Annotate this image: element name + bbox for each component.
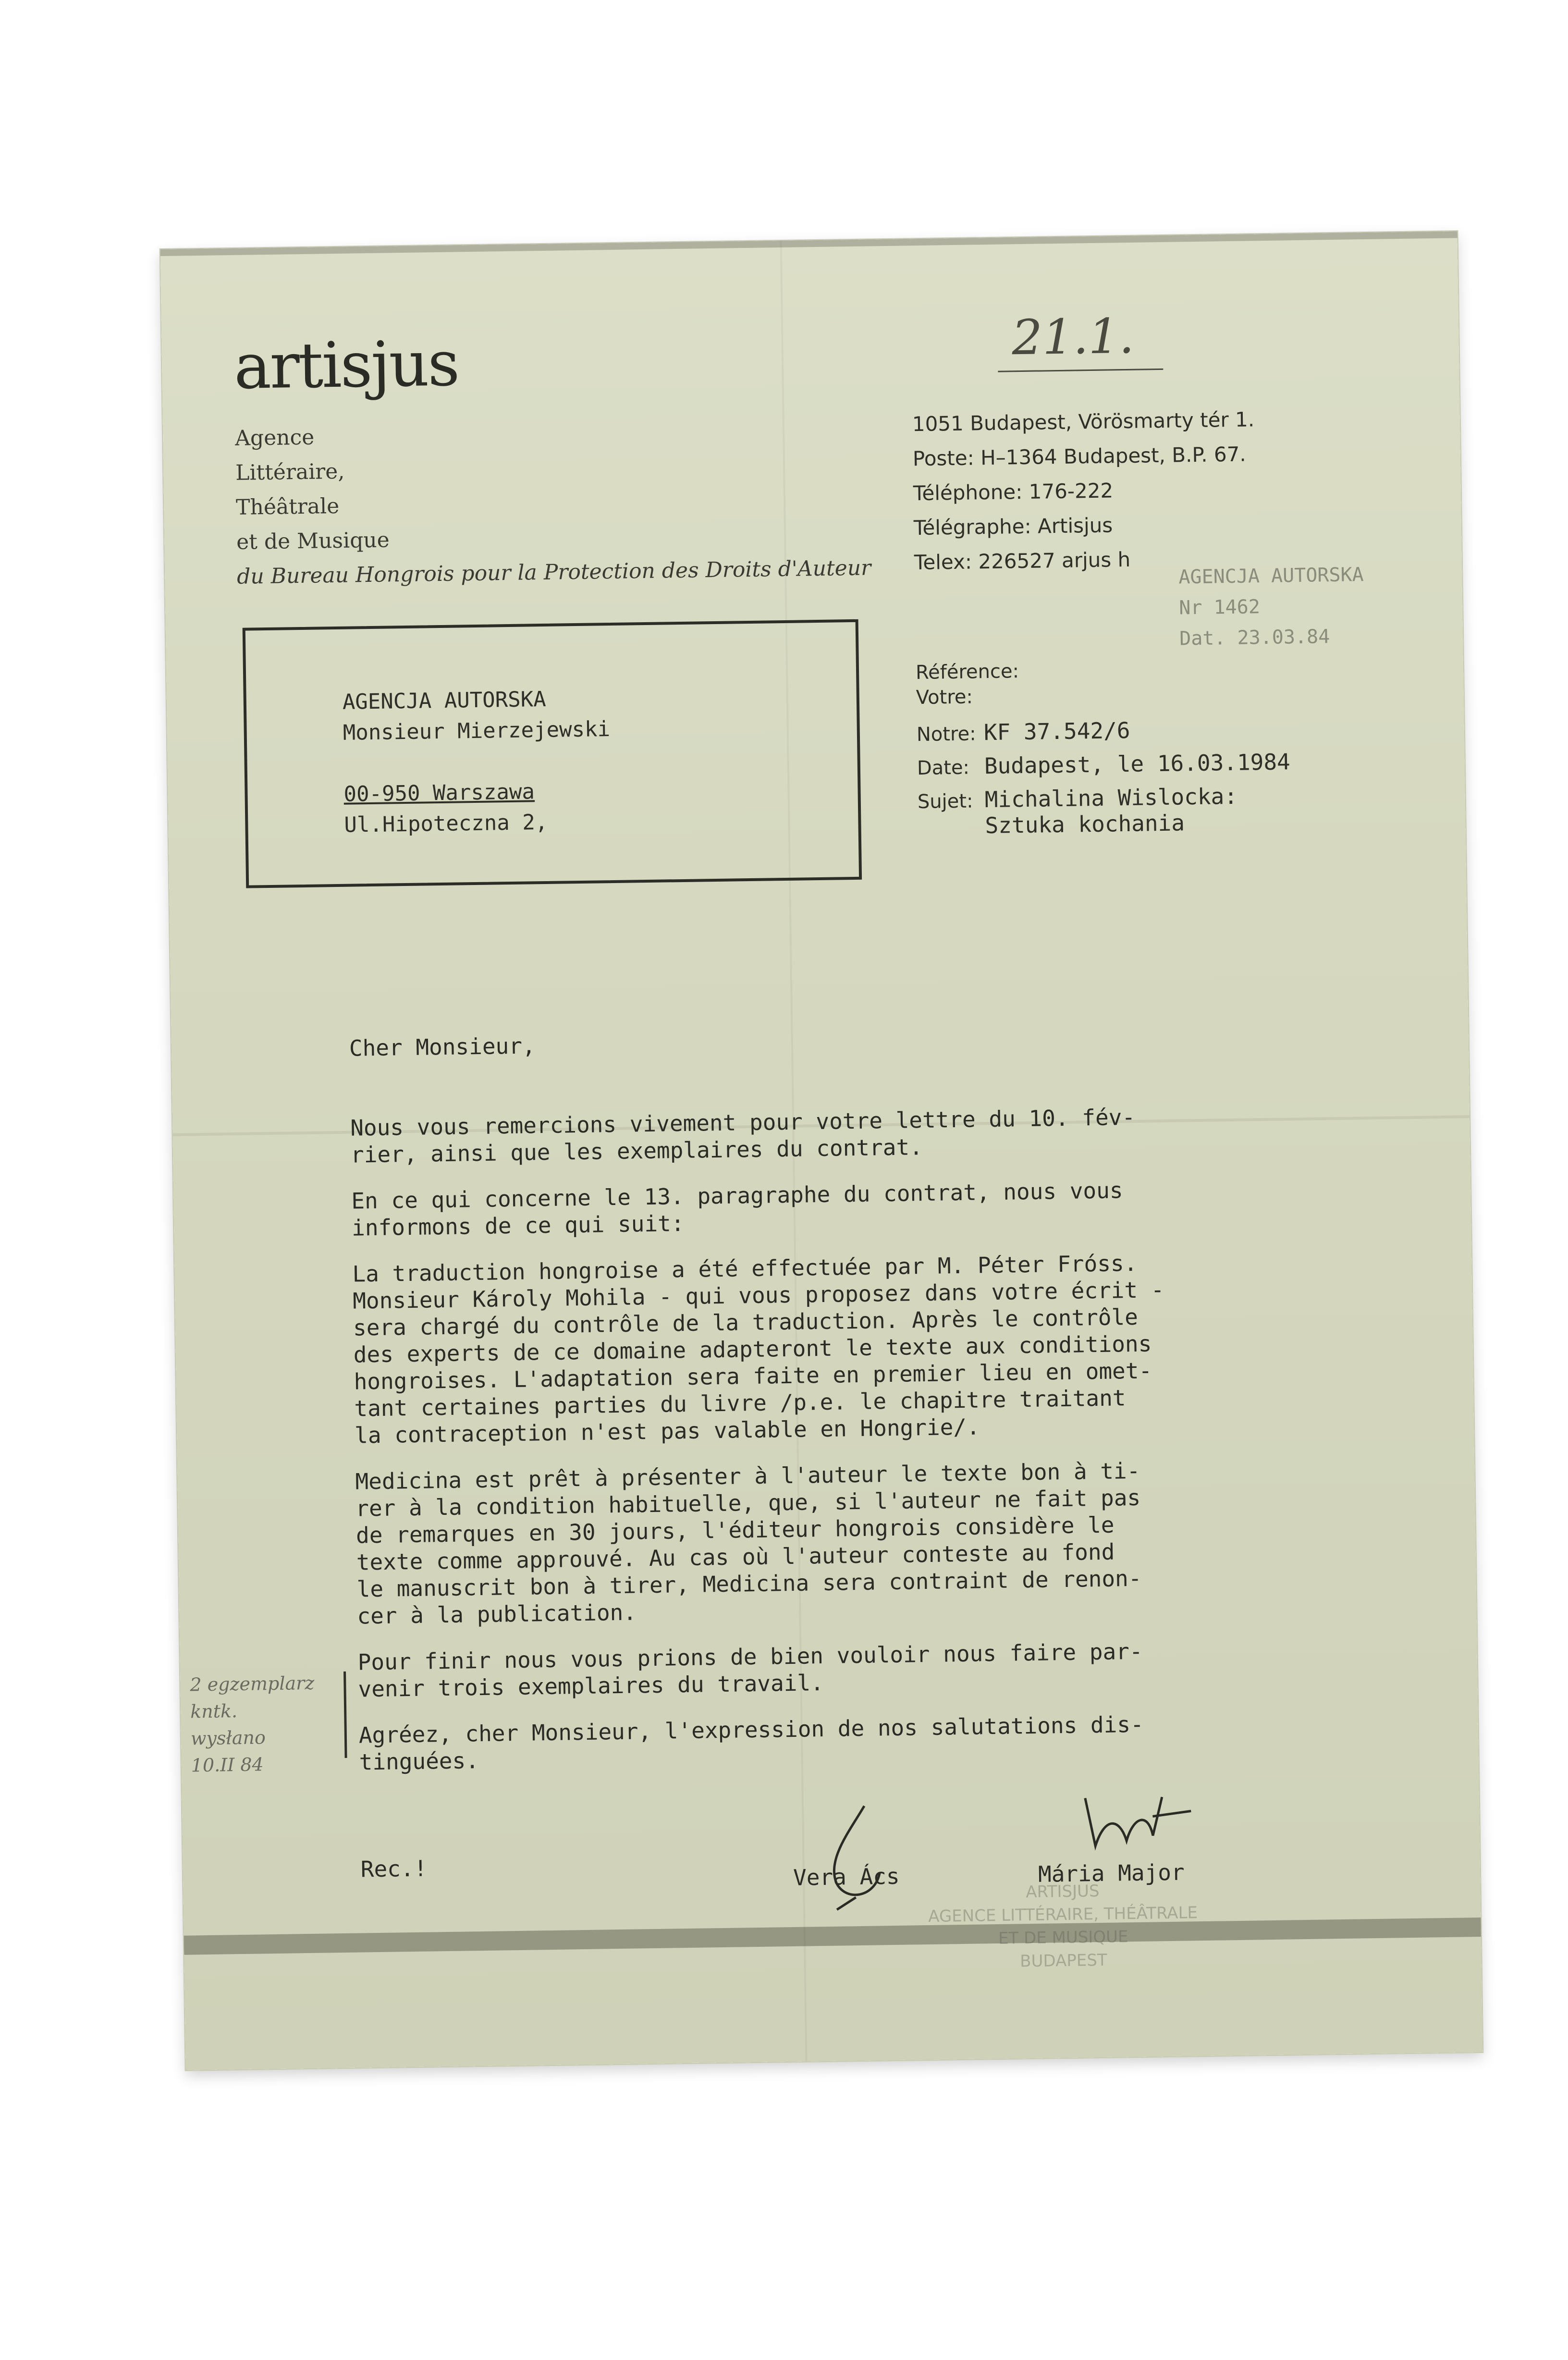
agency-description [235, 412, 871, 594]
body-line: Nous vous remercions vivement pour votre lettre du 10. fév- [350, 1104, 1136, 1141]
rec-note: Rec.! [360, 1855, 428, 1882]
body-line: sera chargé du contrôle de la traduction. Après le contrôle [353, 1303, 1139, 1341]
stamp-line: AGENCJA AUTORSKA [1178, 564, 1364, 589]
ref-row-sujet [917, 782, 1291, 850]
ref-value: Budapest, le 16.03.1984 [984, 749, 1291, 779]
body-line: rier, ainsi que les exemplaires du contrat. [350, 1134, 923, 1168]
letter-sheet [160, 231, 1483, 2070]
agency-subline: du Bureau Hongrois pour la Protection des Droits d'Auteur [236, 555, 871, 589]
body-line: cer à la publication. [357, 1599, 637, 1629]
salutation: Cher Monsieur, [349, 1032, 536, 1061]
body-line: En ce qui concerne le 13. paragraphe du contrat, nous vous [351, 1177, 1123, 1214]
ref-label: Date: [917, 756, 970, 780]
margin-note-line: 2 egzemplarz [190, 1672, 315, 1696]
body-line: hongroises. L'adaptation sera faite en premier lieu en omet- [354, 1357, 1152, 1395]
margin-note-line: wysłano [190, 1727, 266, 1749]
contact-line: 1051 Budapest, Vörösmarty tér 1. [912, 407, 1255, 436]
artisjus-logo: artisjus [233, 327, 459, 403]
photocopy-bottom-band [184, 1918, 1481, 1955]
seal-line: ET DE MUSIQUE [998, 1927, 1128, 1949]
address-line: AGENCJA AUTORSKA [342, 687, 547, 714]
body-line: Monsieur Károly Mohila - qui vous proposez dans votre écrit - [352, 1277, 1164, 1314]
body-line: des experts de ce domaine adapteront le texte aux conditions [353, 1330, 1152, 1368]
seal-line: ARTISJUS [1026, 1881, 1100, 1902]
agency-line: Littéraire, [235, 459, 345, 485]
margin-note-line: 10.II 84 [191, 1754, 264, 1776]
agency-line: Agence [234, 425, 315, 451]
address-spacer [343, 745, 611, 779]
body-paragraph [359, 1708, 1339, 1775]
body-line: La traduction hongroise a été effectuée par M. Péter Fróss. [352, 1250, 1138, 1287]
signature-scribble-2 [1080, 1787, 1201, 1865]
photocopy-top-edge [160, 231, 1458, 256]
ref-row-date [917, 749, 1290, 787]
body-paragraph [352, 1247, 1335, 1449]
body-paragraph [350, 1101, 1331, 1168]
ref-value: KF 37.542/6 [983, 717, 1130, 746]
body-line: la contraception n'est pas valable en Hongrie/. [354, 1414, 980, 1449]
body-line: Medicina est prêt à présenter à l'auteur le texte bon à ti- [355, 1457, 1140, 1495]
body-line: Agréez, cher Monsieur, l'expression de nos salutations dis- [358, 1711, 1144, 1748]
margin-bracket [343, 1672, 347, 1758]
sender-contact-block [912, 402, 1256, 580]
body-line: venir trois exemplaires du travail. [358, 1670, 824, 1702]
recipient-address [342, 683, 612, 841]
body-line: le manuscrit bon à tirer, Medicina sera contraint de renon- [356, 1565, 1142, 1602]
margin-note-line: kntk. [190, 1700, 238, 1722]
ref-label: Sujet: [917, 790, 973, 813]
body-line: informons de ce qui suit: [351, 1210, 685, 1241]
address-line: 00-950 Warszawa [343, 779, 535, 807]
stamp-line: Dat. 23.03.84 [1179, 626, 1330, 650]
ref-row-notre [917, 715, 1290, 754]
address-line: Monsieur Mierzejewski [343, 717, 611, 745]
letter-body [349, 1021, 1340, 1795]
company-seal [928, 1878, 1198, 1974]
received-stamp [1178, 559, 1365, 654]
signatory-2: Mária Major [1038, 1859, 1185, 1887]
stamp-line: Nr 1462 [1178, 596, 1261, 619]
body-paragraph [351, 1174, 1332, 1241]
handwritten-margin-note [190, 1670, 316, 1779]
reference-block [916, 656, 1291, 850]
seal-line: AGENCE LITTÉRAIRE, THÉÂTRALE [928, 1903, 1198, 1927]
contact-line: Télégraphe: Artisjus [913, 513, 1113, 540]
body-line: tant certaines parties du livre /p.e. le chapitre traitant [354, 1385, 1126, 1422]
body-line: rer à la condition habituelle, que, si l'auteur ne fait pas [355, 1484, 1141, 1522]
agency-line: Théâtrale [235, 493, 340, 520]
signatory-1: Vera Ács [793, 1863, 900, 1891]
address-line: Ul.Hipoteczna 2, [344, 810, 548, 837]
agency-line: et de Musique [236, 528, 390, 554]
contact-line: Poste: H–1364 Budapest, B.P. 67. [912, 442, 1247, 471]
body-paragraph [355, 1454, 1337, 1629]
ref-label: Votre: [916, 686, 973, 709]
body-line: de remarques en 30 jours, l'éditeur hongrois considère le [355, 1512, 1115, 1549]
contact-line: Telex: 226527 arjus h [914, 547, 1131, 575]
body-line: tinguées. [359, 1747, 479, 1775]
recipient-address-box [243, 619, 862, 888]
body-line: Pour finir nous vous prions de bien vouloir nous faire par- [357, 1638, 1143, 1675]
seal-line: BUDAPEST [1019, 1950, 1107, 1971]
body-paragraph [357, 1635, 1338, 1702]
ref-row-votre [916, 681, 1290, 720]
ref-label: Notre: [916, 723, 976, 746]
body-line: texte comme approuvé. Au cas où l'auteur conteste au fond [356, 1538, 1115, 1575]
signature-scribble-1 [807, 1801, 904, 1913]
reference-heading: Référence: [915, 660, 1019, 684]
contact-line: Téléphone: 176-222 [913, 479, 1114, 505]
ref-value: Michalina Wislocka: Sztuka kochania [984, 783, 1238, 839]
handwritten-initials: 21.1. [997, 307, 1164, 372]
